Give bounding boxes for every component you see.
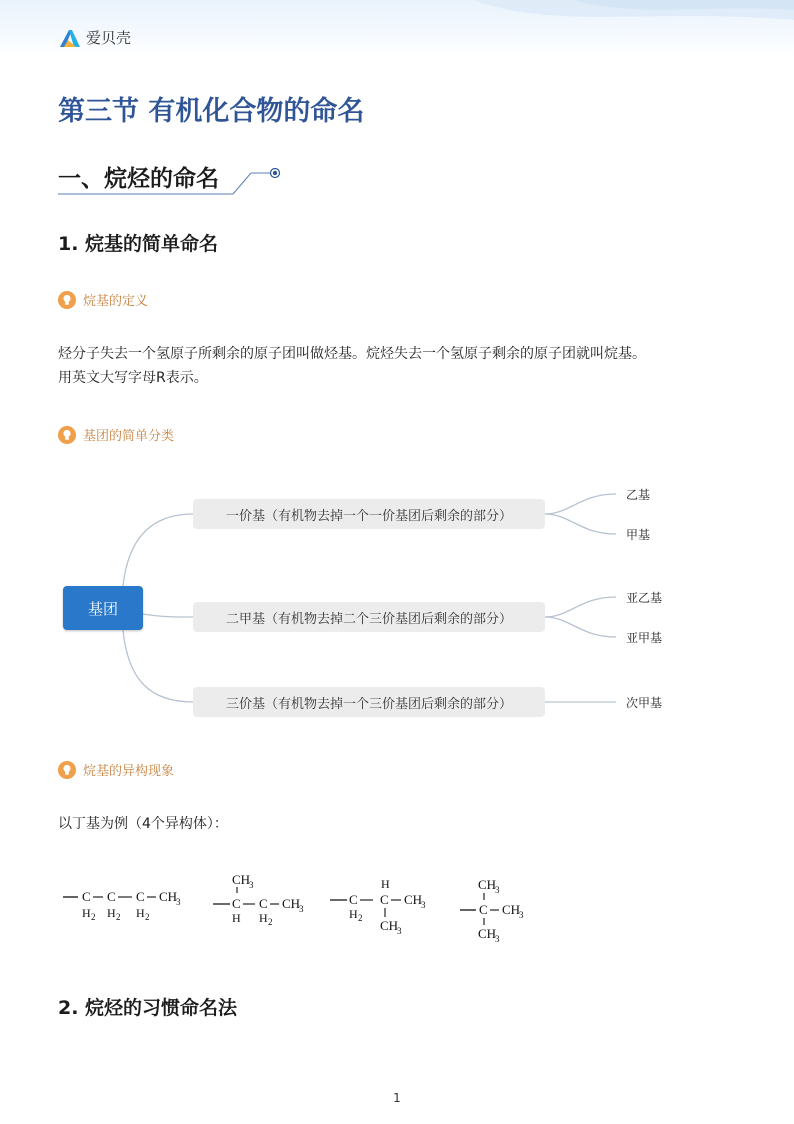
tag-definition	[58, 290, 148, 309]
atom-label: C	[380, 892, 389, 907]
subscript: 2	[268, 917, 273, 927]
subscript: 3	[421, 900, 426, 910]
subscript: 2	[116, 912, 121, 922]
subscript: 3	[519, 910, 524, 920]
atom-label: CH	[502, 902, 521, 917]
mindmap-leaf: 甲基	[626, 528, 651, 542]
subscript: 3	[299, 904, 304, 914]
atom-label: CH	[380, 918, 399, 933]
atom-label: C	[259, 896, 268, 911]
isomer-intro: 以丁基为例（4个异构体）：	[58, 816, 228, 832]
mindmap-root-node: 基团	[63, 586, 143, 630]
subscript: 2	[91, 912, 96, 922]
mindmap-leaf: 亚甲基	[626, 631, 663, 645]
structure-n-butyl	[60, 862, 200, 932]
atom-label: CH	[159, 889, 178, 904]
subscript: 3	[397, 926, 402, 936]
mindmap-leaf: 乙基	[626, 488, 651, 502]
atom-label: CH	[478, 877, 497, 892]
subscript: 3	[249, 880, 254, 890]
brand-name: 爱贝壳	[86, 29, 132, 47]
atom-label: H	[232, 911, 241, 925]
structure-tert-butyl	[457, 862, 537, 944]
atom-label: C	[136, 889, 145, 904]
definition-paragraph	[58, 342, 646, 390]
subscript: 3	[495, 885, 500, 895]
subscript: 2	[358, 913, 363, 923]
atom-label: CH	[478, 926, 497, 941]
atom-label: CH	[282, 896, 301, 911]
tag-definition-label: 烷基的定义	[83, 294, 149, 309]
atom-label: C	[479, 902, 488, 917]
atom-label: H	[107, 906, 116, 920]
lightbulb-icon	[58, 291, 76, 309]
mindmap-leaf: 亚乙基	[626, 591, 663, 605]
atom-label: CH	[232, 872, 251, 887]
lightbulb-icon	[58, 426, 76, 444]
tag-isomer	[58, 760, 174, 779]
atom-label: H	[381, 877, 390, 891]
tag-classification	[58, 425, 174, 444]
atom-label: C	[107, 889, 116, 904]
section-heading: 一、烷烃的命名	[58, 166, 219, 192]
page-title: 第三节 有机化合物的命名	[58, 96, 365, 127]
lightbulb-icon	[58, 761, 76, 779]
atom-label: CH	[404, 892, 423, 907]
mindmap-leaf: 次甲基	[626, 696, 663, 710]
header-wave-decoration	[434, 0, 794, 56]
tag-isomer-label: 烷基的异构现象	[83, 764, 175, 779]
atom-label: C	[349, 892, 358, 907]
subscript: 3	[176, 897, 181, 907]
atom-label: H	[259, 911, 268, 925]
subscript: 3	[495, 934, 500, 944]
mindmap-branch-monovalent: 一价基（有机物去掉一个一价基团后剩余的部分）	[193, 499, 545, 529]
logo-icon	[58, 28, 82, 48]
subsection-heading-1: 1. 烷基的简单命名	[58, 233, 219, 255]
mindmap-branch-divalent: 二甲基（有机物去掉二个三价基团后剩余的部分）	[193, 602, 545, 632]
atom-label: C	[232, 896, 241, 911]
structure-isobutyl	[327, 862, 442, 942]
definition-line-2: 用英文大写字母R表示。	[58, 370, 208, 386]
brand-logo	[58, 27, 131, 48]
page-number: 1	[393, 1091, 401, 1105]
subscript: 2	[145, 912, 150, 922]
structure-sec-butyl	[210, 862, 320, 932]
definition-line-1: 烃分子失去一个氢原子所剩余的原子团叫做烃基。烷烃失去一个氢原子剩余的原子团就叫烷基。	[58, 346, 646, 362]
atom-label: H	[349, 907, 358, 921]
subsection-heading-2: 2. 烷烃的习惯命名法	[58, 997, 238, 1019]
tag-classification-label: 基团的简单分类	[83, 429, 175, 444]
mindmap-branch-trivalent: 三价基（有机物去掉一个三价基团后剩余的部分）	[193, 687, 545, 717]
atom-label: H	[82, 906, 91, 920]
atom-label: H	[136, 906, 145, 920]
atom-label: C	[82, 889, 91, 904]
